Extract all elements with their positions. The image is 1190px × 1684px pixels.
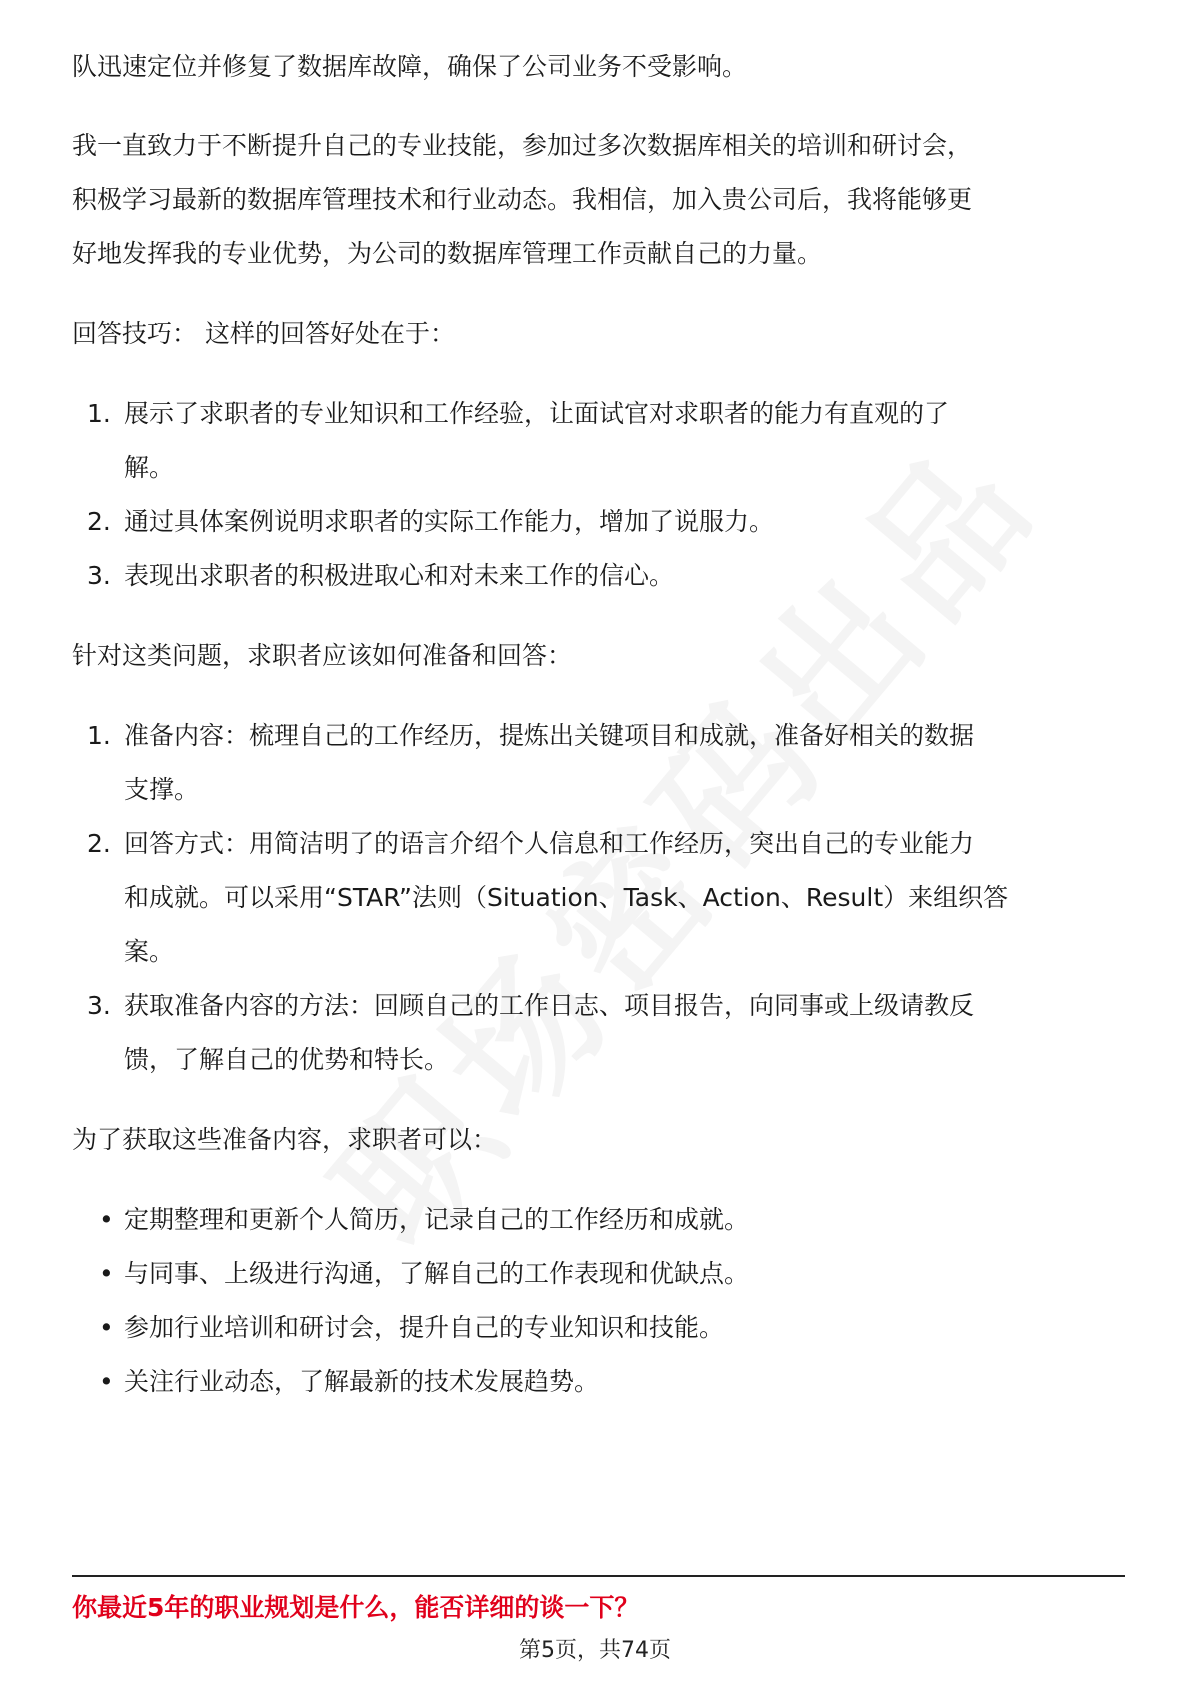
list-item-text: 和成就。可以采用“STAR”法则（Situation、Task、Action、Result）来组织答 (124, 883, 1009, 912)
bullet-icon: • (99, 1205, 114, 1234)
list-item-text: 支撑。 (124, 775, 200, 804)
paragraph-line: 我一直致力于不断提升自己的专业技能，参加过多次数据库相关的培训和研讨会， (72, 131, 973, 160)
section-divider (72, 1575, 1125, 1577)
list-item-text: 展示了求职者的专业知识和工作经验，让面试官对求职者的能力有直观的了 (124, 399, 950, 428)
list-number: 2. (87, 507, 111, 536)
bullet-icon: • (99, 1313, 114, 1342)
prep-heading: 针对这类问题，求职者应该如何准备和回答： (72, 641, 573, 670)
bullet-icon: • (99, 1367, 114, 1396)
bullet-item-text: 参加行业培训和研讨会，提升自己的专业知识和技能。 (124, 1313, 725, 1342)
bullet-icon: • (99, 1259, 114, 1288)
list-item-text: 案。 (124, 937, 175, 966)
bullet-item-text: 与同事、上级进行沟通，了解自己的工作表现和优缺点。 (124, 1259, 750, 1288)
bullet-item-text: 关注行业动态，了解最新的技术发展趋势。 (124, 1367, 600, 1396)
bullet-item-text: 定期整理和更新个人简历，记录自己的工作经历和成就。 (124, 1205, 750, 1234)
page-number: 第5页，共74页 (519, 1638, 671, 1663)
list-number: 2. (87, 829, 111, 858)
paragraph-line: 好地发挥我的专业优势，为公司的数据库管理工作贡献自己的力量。 (72, 239, 823, 268)
list-item-text: 表现出求职者的积极进取心和对未来工作的信心。 (124, 561, 675, 590)
list-item-text: 获取准备内容的方法：回顾自己的工作日志、项目报告，向同事或上级请教反 (124, 991, 975, 1020)
list-number: 3. (87, 561, 111, 590)
list-item-text: 解。 (124, 453, 175, 482)
intro-continuation: 队迅速定位并修复了数据库故障，确保了公司业务不受影响。 (72, 52, 748, 81)
list-item-text: 准备内容：梳理自己的工作经历，提炼出关键项目和成就，准备好相关的数据 (124, 721, 975, 750)
list-item-text: 回答方式：用简洁明了的语言介绍个人信息和工作经历，突出自己的专业能力 (124, 829, 975, 858)
gather-heading: 为了获取这些准备内容，求职者可以： (72, 1125, 498, 1154)
list-number: 1. (87, 721, 111, 750)
list-number: 3. (87, 991, 111, 1020)
paragraph-line: 积极学习最新的数据库管理技术和行业动态。我相信，加入贵公司后，我将能够更 (72, 185, 973, 214)
list-item-text: 馈，了解自己的优势和特长。 (124, 1045, 450, 1074)
next-question-heading: 你最近5年的职业规划是什么，能否详细的谈一下？ (72, 1593, 640, 1622)
list-number: 1. (87, 399, 111, 428)
tips-heading: 回答技巧： 这样的回答好处在于： (72, 319, 455, 348)
list-item-text: 通过具体案例说明求职者的实际工作能力，增加了说服力。 (124, 507, 775, 536)
